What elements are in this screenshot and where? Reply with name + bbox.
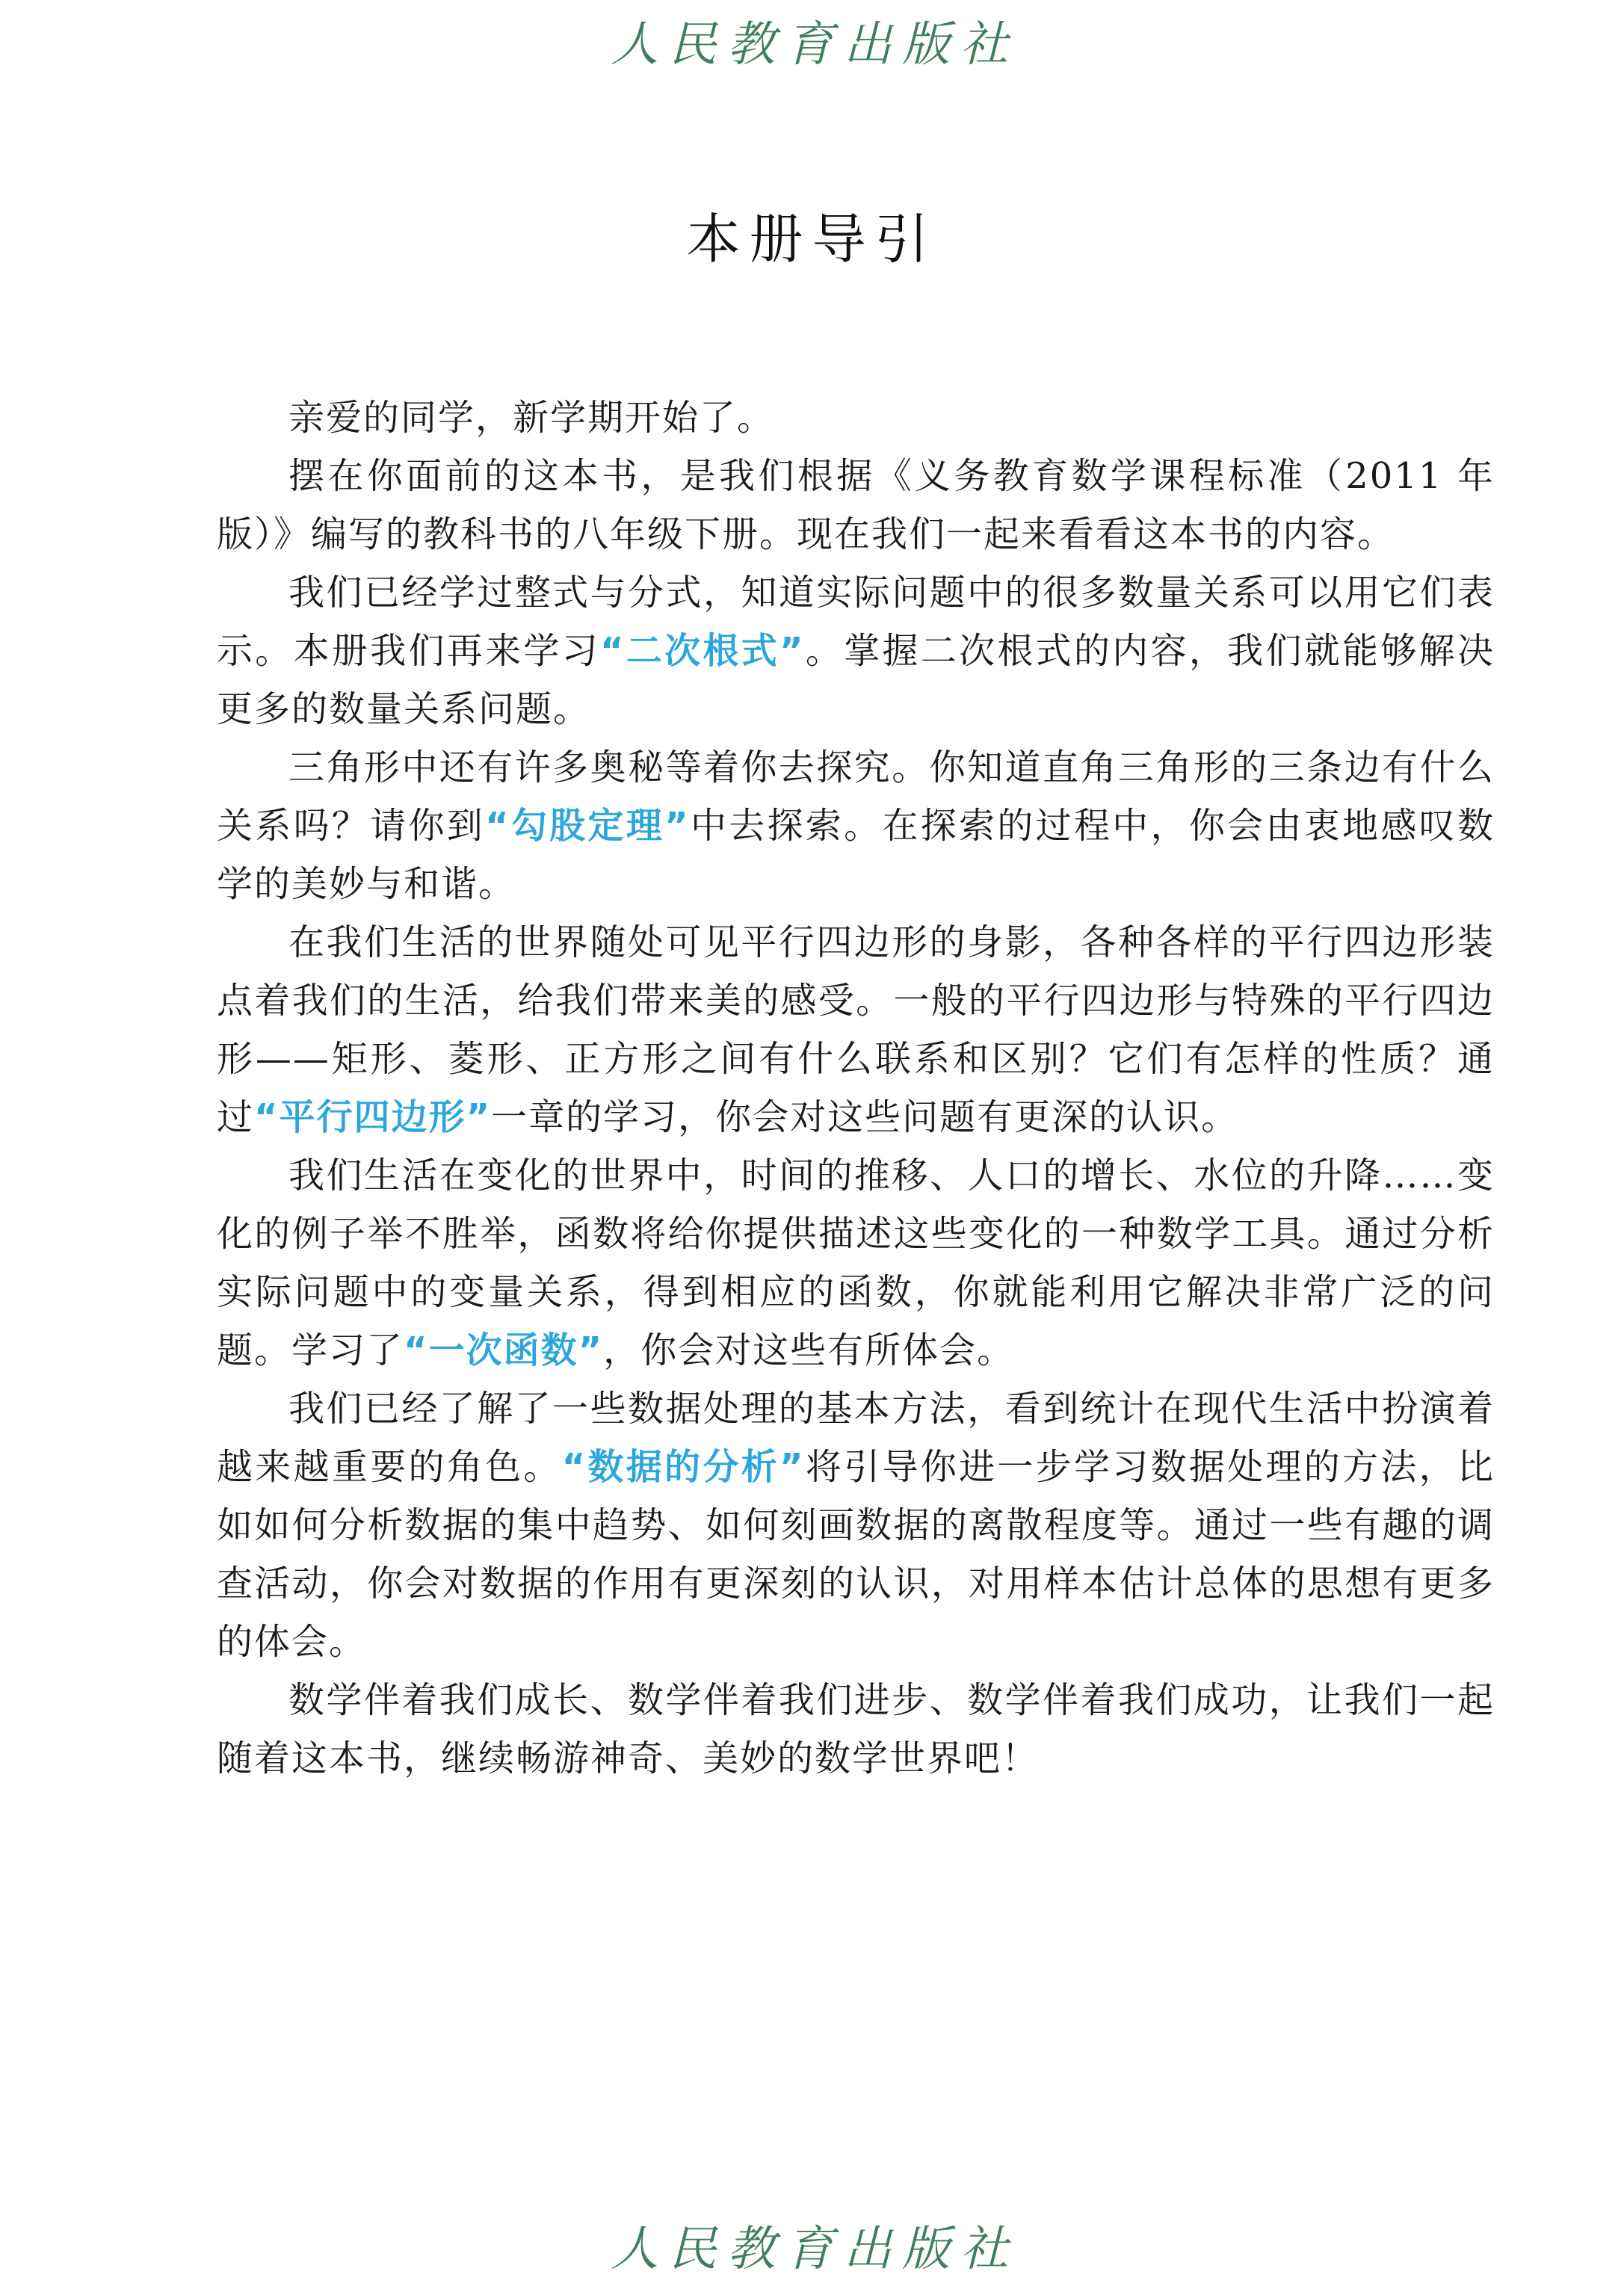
paragraph-2 [217,447,1495,563]
paragraph-5 [217,913,1495,1146]
paragraph-6 [217,1146,1495,1380]
paragraph-3 [217,563,1495,738]
paragraph-1-text: 亲爱的同学，新学期开始了。 [288,397,775,439]
paragraph-4-text-b: 中去探索。在探索的过程中，你会由衷地感叹数学的美妙与和谐。 [217,805,1495,905]
chapter-highlight-parallelogram: “平行四边形” [254,1096,492,1138]
paragraph-8-text: 数学伴着我们成长、数学伴着我们进步、数学伴着我们成功，让我们一起随着这本书，继续畅游神奇、美妙的数学世界吧！ [217,1679,1495,1779]
introduction-body [217,389,1495,1788]
paragraph-5-text-a: 在我们生活的世界随处可见平行四边形的身影，各种各样的平行四边形装点着我们的生活，给我们带来美的感受。一般的平行四边形与特殊的平行四边形——矩形、菱形、正方形之间有什么联系和区别？它们有怎样的性质？通过 [217,921,1495,1138]
page-title: 本册导引 [686,208,938,271]
chapter-highlight-data-analysis: “数据的分析” [561,1446,805,1488]
chapter-highlight-radicals: “二次根式” [600,630,805,672]
paragraph-7-text-b: 将引导你进一步学习数据处理的方法，比如如何分析数据的集中趋势、如何刻画数据的离散程度等。通过一些有趣的调查活动，你会对数据的作用有更深刻的认识，对用样本估计总体的思想有更多的体会。 [217,1446,1495,1663]
paragraph-5-text-b: 一章的学习，你会对这些问题有更深的认识。 [491,1096,1239,1138]
chapter-highlight-linear-function: “一次函数” [404,1329,604,1371]
paragraph-3-text-b: 。掌握二次根式的内容，我们就能够解决更多的数量关系问题。 [217,630,1495,730]
paragraph-6-text-a: 我们生活在变化的世界中，时间的推移、人口的增长、水位的升降……变化的例子举不胜举，函数将给你提供描述这些变化的一种数学工具。通过分析实际问题中的变量关系，得到相应的函数，你就能利用它解决非常广泛的问题。学习了 [217,1155,1495,1371]
paragraph-4 [217,738,1495,913]
paragraph-3-text-a: 我们已经学过整式与分式，知道实际问题中的很多数量关系可以用它们表示。本册我们再来学习 [217,572,1495,672]
publisher-logo-top: 人民教育出版社 [611,17,1019,72]
paragraph-7-text-a: 我们已经了解了一些数据处理的基本方法，看到统计在现代生活中扮演着越来越重要的角色。 [217,1388,1495,1488]
paragraph-2-text: 摆在你面前的这本书，是我们根据《义务教育数学课程标准（2011 年版）》编写的教科书的八年级下册。现在我们一起来看看这本书的内容。 [217,455,1495,555]
chapter-highlight-pythagorean: “勾股定理” [485,805,690,847]
publisher-logo-bottom: 人民教育出版社 [611,2222,1019,2277]
paragraph-8 [217,1671,1495,1788]
paragraph-1 [217,389,1495,447]
paragraph-7 [217,1380,1495,1671]
paragraph-4-text-a: 三角形中还有许多奥秘等着你去探究。你知道直角三角形的三条边有什么关系吗？请你到 [217,747,1495,847]
paragraph-6-text-b: ，你会对这些有所体会。 [603,1329,1015,1371]
